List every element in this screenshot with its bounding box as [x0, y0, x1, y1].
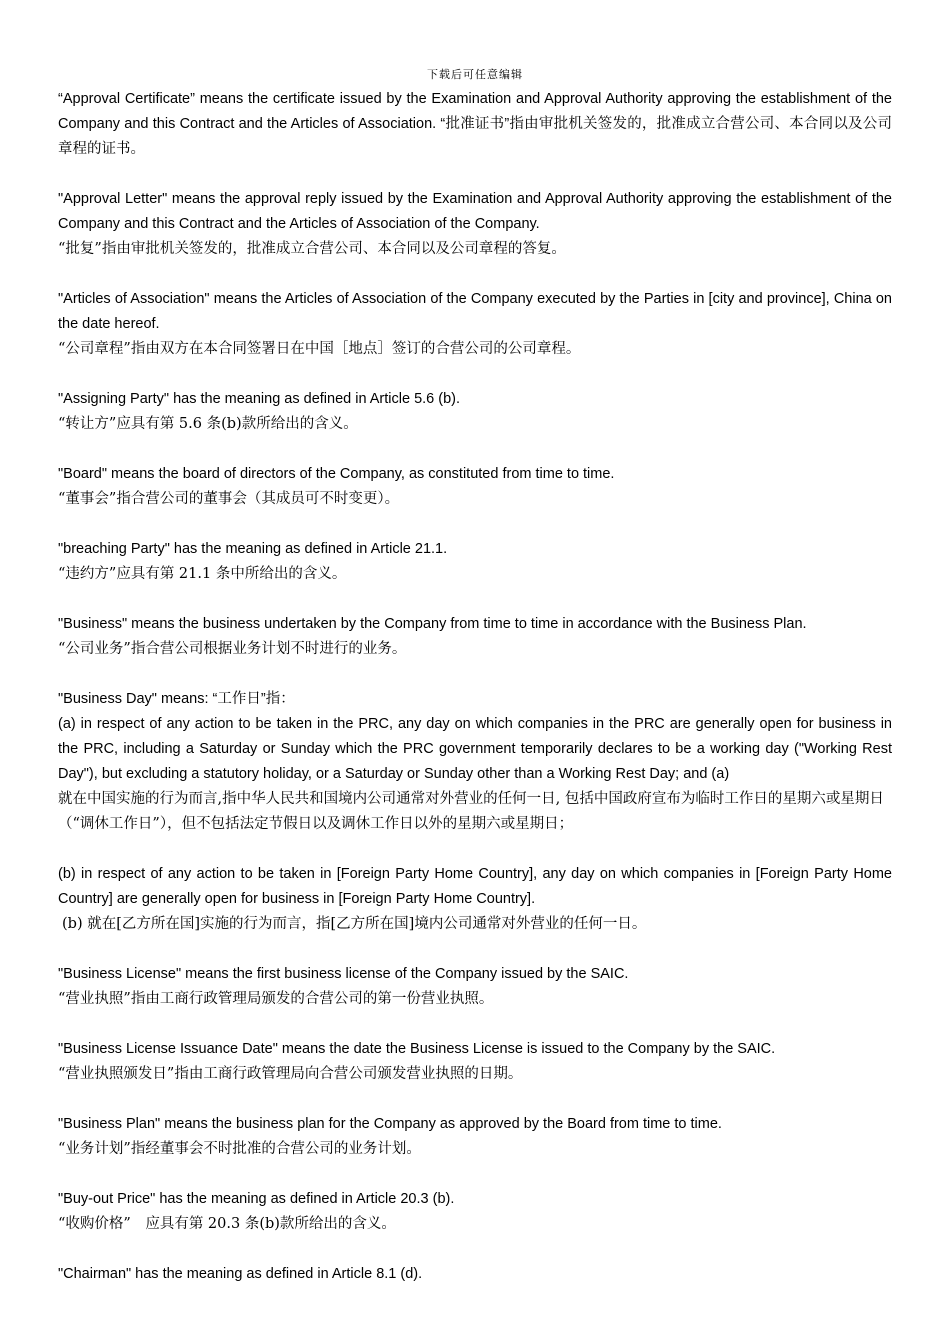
definition-text-en: "Business Plan" means the business plan for the Company as approved by the Board from time to time.: [58, 1116, 722, 1132]
definition-business-license: [58, 962, 892, 1012]
definition-text-en: "Board" means the board of directors of the Company, as constituted from time to time.: [58, 466, 615, 482]
definition-business-day: [58, 687, 892, 837]
definition-text-zh: “营业执照颁发日”指由工商行政管理局向合营公司颁发营业执照的日期。: [58, 1066, 523, 1082]
definition-board: [58, 462, 892, 512]
definition-text-en: "breaching Party" has the meaning as defined in Article 21.1.: [58, 541, 448, 557]
definition-text-zh: “违约方”应具有第 21.1 条中所给出的含义。: [58, 566, 347, 582]
clause-b-en: (b) in respect of any action to be taken in [Foreign Party Home Country], any day on which companies in [Foreign Party Home Country] are generally open for business in [Foreign Party Home Country].: [58, 866, 892, 907]
definition-text-zh: “业务计划”指经董事会不时批准的合营公司的业务计划。: [58, 1141, 421, 1157]
definition-business-plan: [58, 1112, 892, 1162]
definition-text-en: "Articles of Association" means the Articles of Association of the Company executed by the Parties in [city and province], China on the date hereof.: [58, 291, 892, 332]
definition-breaching-party: [58, 537, 892, 587]
clause-a-zh: 就在中国实施的行为而言,指中华人民共和国境内公司通常对外营业的任何一日, 包括中国政府宣布为临时工作日的星期六或星期日（“调休工作日”），但不包括法定节假日以及调休工作日以外的星期六或星期日；: [58, 791, 884, 832]
definition-text-en: "Chairman" has the meaning as defined in Article 8.1 (d).: [58, 1266, 423, 1282]
definition-text-zh: “公司业务”指合营公司根据业务计划不时进行的业务。: [58, 641, 407, 657]
definition-text: “Approval Certificate” means the certificate issued by the Examination and Approval Authority approving the establishment of the Company and this Contract and the Articles of Association. “批准证书”指由审批机关签发的，批准成立合营公司、本合同以及公司章程的证书。: [58, 91, 892, 157]
definition-text-zh: “公司章程”指由双方在本合同签署日在中国［地点］签订的合营公司的公司章程。: [58, 341, 581, 357]
page-header: 下载后可任意编辑: [427, 68, 523, 81]
definition-approval-certificate: [58, 87, 892, 162]
definition-business-license-issuance-date: [58, 1037, 892, 1087]
definition-articles-of-association: [58, 287, 892, 362]
definition-text-en: "Approval Letter" means the approval reply issued by the Examination and Approval Authority approving the establishment of the Company and this Contract and the Articles of Association of the Company.: [58, 191, 892, 232]
definition-text-zh: “批复”指由审批机关签发的，批准成立合营公司、本合同以及公司章程的答复。: [58, 241, 566, 257]
definition-text-zh: “营业执照”指由工商行政管理局颁发的合营公司的第一份营业执照。: [58, 991, 494, 1007]
clause-a-en: (a) in respect of any action to be taken in the PRC, any day on which companies in the PRC are generally open for business in the PRC, including a Saturday or Sunday which the PRC government temporarily declares to be a working day ("Working Rest Day"), but excluding a statutory holiday, or a Saturday or Sunday other than a Working Rest Day; and (a): [58, 716, 892, 782]
definition-text-en: "Business" means the business undertaken by the Company from time to time in accordance with the Business Plan.: [58, 616, 807, 632]
definition-text-en: "Buy-out Price" has the meaning as defined in Article 20.3 (b).: [58, 1191, 455, 1207]
definition-approval-letter: [58, 187, 892, 262]
definition-text-zh: “董事会”指合营公司的董事会（其成员可不时变更）。: [58, 491, 400, 507]
definition-buyout-price: [58, 1187, 892, 1237]
definition-assigning-party: [58, 387, 892, 437]
definition-chairman: [58, 1262, 892, 1287]
definition-text-zh: “转让方”应具有第 5.6 条(b)款所给出的含义。: [58, 416, 358, 432]
clause-b-zh: (b) 就在[乙方所在国]实施的行为而言，指[乙方所在国]境内公司通常对外营业的任何一日。: [62, 916, 647, 932]
definition-text-en: "Business License" means the first business license of the Company issued by the SAIC.: [58, 966, 629, 982]
definition-text-en: "Business License Issuance Date" means the date the Business License is issued to the Company by the SAIC.: [58, 1041, 776, 1057]
definition-text-zh: “收购价格” 应具有第 20.3 条(b)款所给出的含义。: [58, 1216, 396, 1232]
definition-text-en: "Assigning Party" has the meaning as defined in Article 5.6 (b).: [58, 391, 461, 407]
definition-business-day-b: [58, 862, 892, 937]
definition-title: "Business Day" means: “工作日”指：: [58, 691, 295, 707]
document-body: [58, 87, 892, 1312]
definition-business: [58, 612, 892, 662]
